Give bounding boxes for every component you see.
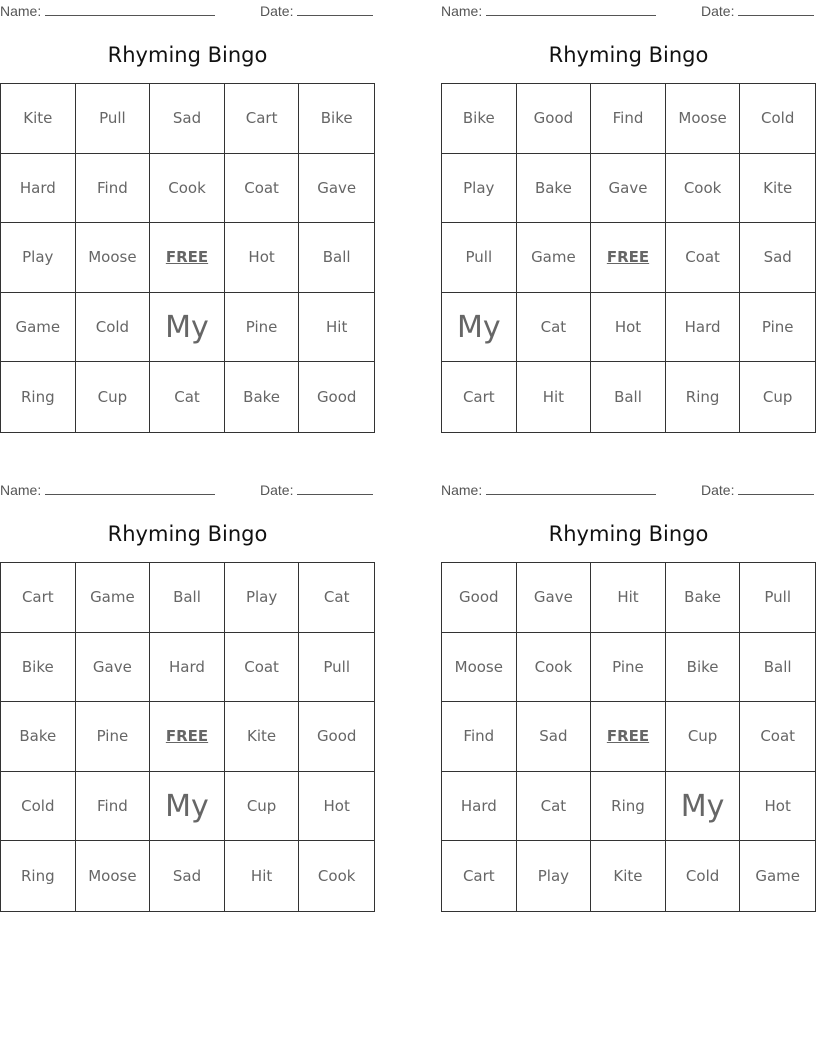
bingo-cell: Cart [442, 362, 517, 432]
bingo-cell: Pine [740, 293, 815, 363]
bingo-cell: Hot [591, 293, 666, 363]
bingo-cell: Find [76, 772, 151, 842]
bingo-cell: Cart [1, 563, 76, 633]
bingo-cell: Game [76, 563, 151, 633]
bingo-cell: Cook [317, 867, 356, 886]
bingo-cell: Cat [299, 563, 374, 633]
bingo-cell: Pine [225, 293, 300, 363]
name-line [486, 482, 656, 495]
bingo-cell: Hit [591, 563, 666, 633]
bingo-cell: Bake [517, 154, 592, 224]
bingo-cell: Bake [666, 563, 741, 633]
bingo-cell: Gave [299, 154, 374, 224]
card-header [0, 479, 375, 501]
card-title: Rhyming Bingo [107, 43, 268, 67]
bingo-cell: Bike [666, 633, 741, 703]
bingo-cell: Ball [299, 223, 374, 293]
bingo-cell: Sad [517, 702, 592, 772]
bingo-cell: Hard [150, 633, 225, 703]
bingo-cell: Coat [225, 154, 300, 224]
bingo-cell: Kite [591, 841, 666, 911]
bingo-cell: Hit [225, 841, 300, 911]
bingo-cell: Cart [225, 84, 300, 154]
bingo-cell: Coat [666, 223, 741, 293]
bingo-cell: Cold [1, 772, 76, 842]
bingo-cell: Gave [76, 633, 151, 703]
bingo-cell: Ring [666, 362, 741, 432]
date-label: Date: [701, 3, 735, 19]
card-header [441, 0, 816, 22]
bingo-cell: Find [76, 154, 151, 224]
bingo-card [441, 479, 816, 886]
bingo-cell: Cup [225, 772, 300, 842]
bingo-cell: Cold [76, 293, 151, 363]
bingo-cell: Good [299, 702, 374, 772]
name-field [441, 3, 656, 19]
name-label: Name: [441, 482, 483, 498]
bingo-cell: Play [225, 563, 300, 633]
bingo-cell: Game [1, 293, 76, 363]
bingo-cell: Hit [517, 362, 592, 432]
bingo-cell: Find [442, 702, 517, 772]
bingo-grid [441, 562, 816, 912]
date-line [297, 482, 373, 495]
name-label: Name: [0, 3, 42, 19]
card-title: Rhyming Bingo [107, 522, 268, 546]
bingo-cell: Game [755, 867, 801, 886]
bingo-cell: Bake [225, 362, 300, 432]
bingo-cell: Bike [299, 84, 374, 154]
bingo-cell: Play [517, 841, 592, 911]
bingo-cell: Play [442, 154, 517, 224]
date-line [738, 3, 814, 16]
name-line [45, 3, 215, 16]
bingo-cell: Ball [150, 563, 225, 633]
bingo-cell: Ring [591, 772, 666, 842]
bingo-cell: Cold [740, 84, 815, 154]
bingo-cell: Pine [591, 633, 666, 703]
bingo-cell: Kite [740, 154, 815, 224]
card-title: Rhyming Bingo [548, 43, 709, 67]
name-label: Name: [0, 482, 42, 498]
bingo-cell: Good [517, 84, 592, 154]
bingo-cell: Cat [517, 772, 592, 842]
bingo-cell: Pull [299, 633, 374, 703]
bingo-card [441, 0, 816, 407]
bingo-cell: My [150, 772, 225, 842]
bingo-cell: Coat [740, 702, 815, 772]
bingo-cell: Sad [150, 84, 225, 154]
date-field [260, 3, 373, 19]
bingo-cell: Sad [150, 841, 225, 911]
bingo-cell: Pull [740, 563, 815, 633]
bingo-cell: Cup [762, 388, 793, 407]
bingo-cell: Moose [666, 84, 741, 154]
date-label: Date: [260, 3, 294, 19]
bingo-cell: Coat [225, 633, 300, 703]
bingo-cell: Moose [76, 223, 151, 293]
date-field [260, 482, 373, 498]
bingo-cell: Moose [76, 841, 151, 911]
bingo-cell: Cat [150, 362, 225, 432]
bingo-cell: FREE [150, 223, 225, 293]
bingo-cell: FREE [591, 702, 666, 772]
bingo-cell: Moose [442, 633, 517, 703]
bingo-cell: Cook [150, 154, 225, 224]
bingo-cell: Cat [517, 293, 592, 363]
bingo-cell: Hot [299, 772, 374, 842]
bingo-grid [441, 83, 816, 433]
date-field [701, 3, 814, 19]
card-title: Rhyming Bingo [548, 522, 709, 546]
bingo-cell: Ring [1, 841, 76, 911]
bingo-cell: Play [1, 223, 76, 293]
date-line [297, 3, 373, 16]
bingo-cell: Gave [591, 154, 666, 224]
bingo-cell: Kite [225, 702, 300, 772]
date-line [738, 482, 814, 495]
name-label: Name: [441, 3, 483, 19]
bingo-cell: Pull [442, 223, 517, 293]
name-line [486, 3, 656, 16]
bingo-cell: My [442, 293, 517, 363]
name-field [0, 482, 215, 498]
name-field [441, 482, 656, 498]
bingo-cell: Hard [666, 293, 741, 363]
bingo-cell: Ball [740, 633, 815, 703]
date-field [701, 482, 814, 498]
bingo-card [0, 479, 375, 886]
bingo-cell: Good [442, 563, 517, 633]
date-label: Date: [260, 482, 294, 498]
bingo-cell: Kite [1, 84, 76, 154]
bingo-cell: Pull [76, 84, 151, 154]
bingo-cell: Cart [442, 841, 517, 911]
bingo-cell: Bike [442, 84, 517, 154]
bingo-cell: Hard [1, 154, 76, 224]
bingo-cell: Sad [740, 223, 815, 293]
bingo-cell: Cook [517, 633, 592, 703]
bingo-cell: Pine [76, 702, 151, 772]
name-line [45, 482, 215, 495]
bingo-cell: Cook [666, 154, 741, 224]
bingo-cell: Find [591, 84, 666, 154]
card-header [0, 0, 375, 22]
bingo-cell: Bake [1, 702, 76, 772]
card-header [441, 479, 816, 501]
bingo-cell: My [150, 293, 225, 363]
bingo-cell: Gave [517, 563, 592, 633]
bingo-cell: FREE [591, 223, 666, 293]
bingo-grid [0, 83, 375, 433]
date-label: Date: [701, 482, 735, 498]
bingo-grid [0, 562, 375, 912]
bingo-cell: Hard [442, 772, 517, 842]
bingo-cell: Cup [76, 362, 151, 432]
name-field [0, 3, 215, 19]
bingo-cell: Good [316, 388, 357, 407]
bingo-cell: Cold [666, 841, 741, 911]
bingo-cell: Cup [666, 702, 741, 772]
bingo-cell: Game [517, 223, 592, 293]
bingo-cell: My [666, 772, 741, 842]
bingo-cell: Ball [591, 362, 666, 432]
bingo-cell: FREE [150, 702, 225, 772]
bingo-card [0, 0, 375, 407]
bingo-cell: Ring [1, 362, 76, 432]
bingo-cell: Hot [740, 772, 815, 842]
bingo-cell: Hit [299, 293, 374, 363]
bingo-cell: Bike [1, 633, 76, 703]
bingo-cell: Hot [225, 223, 300, 293]
